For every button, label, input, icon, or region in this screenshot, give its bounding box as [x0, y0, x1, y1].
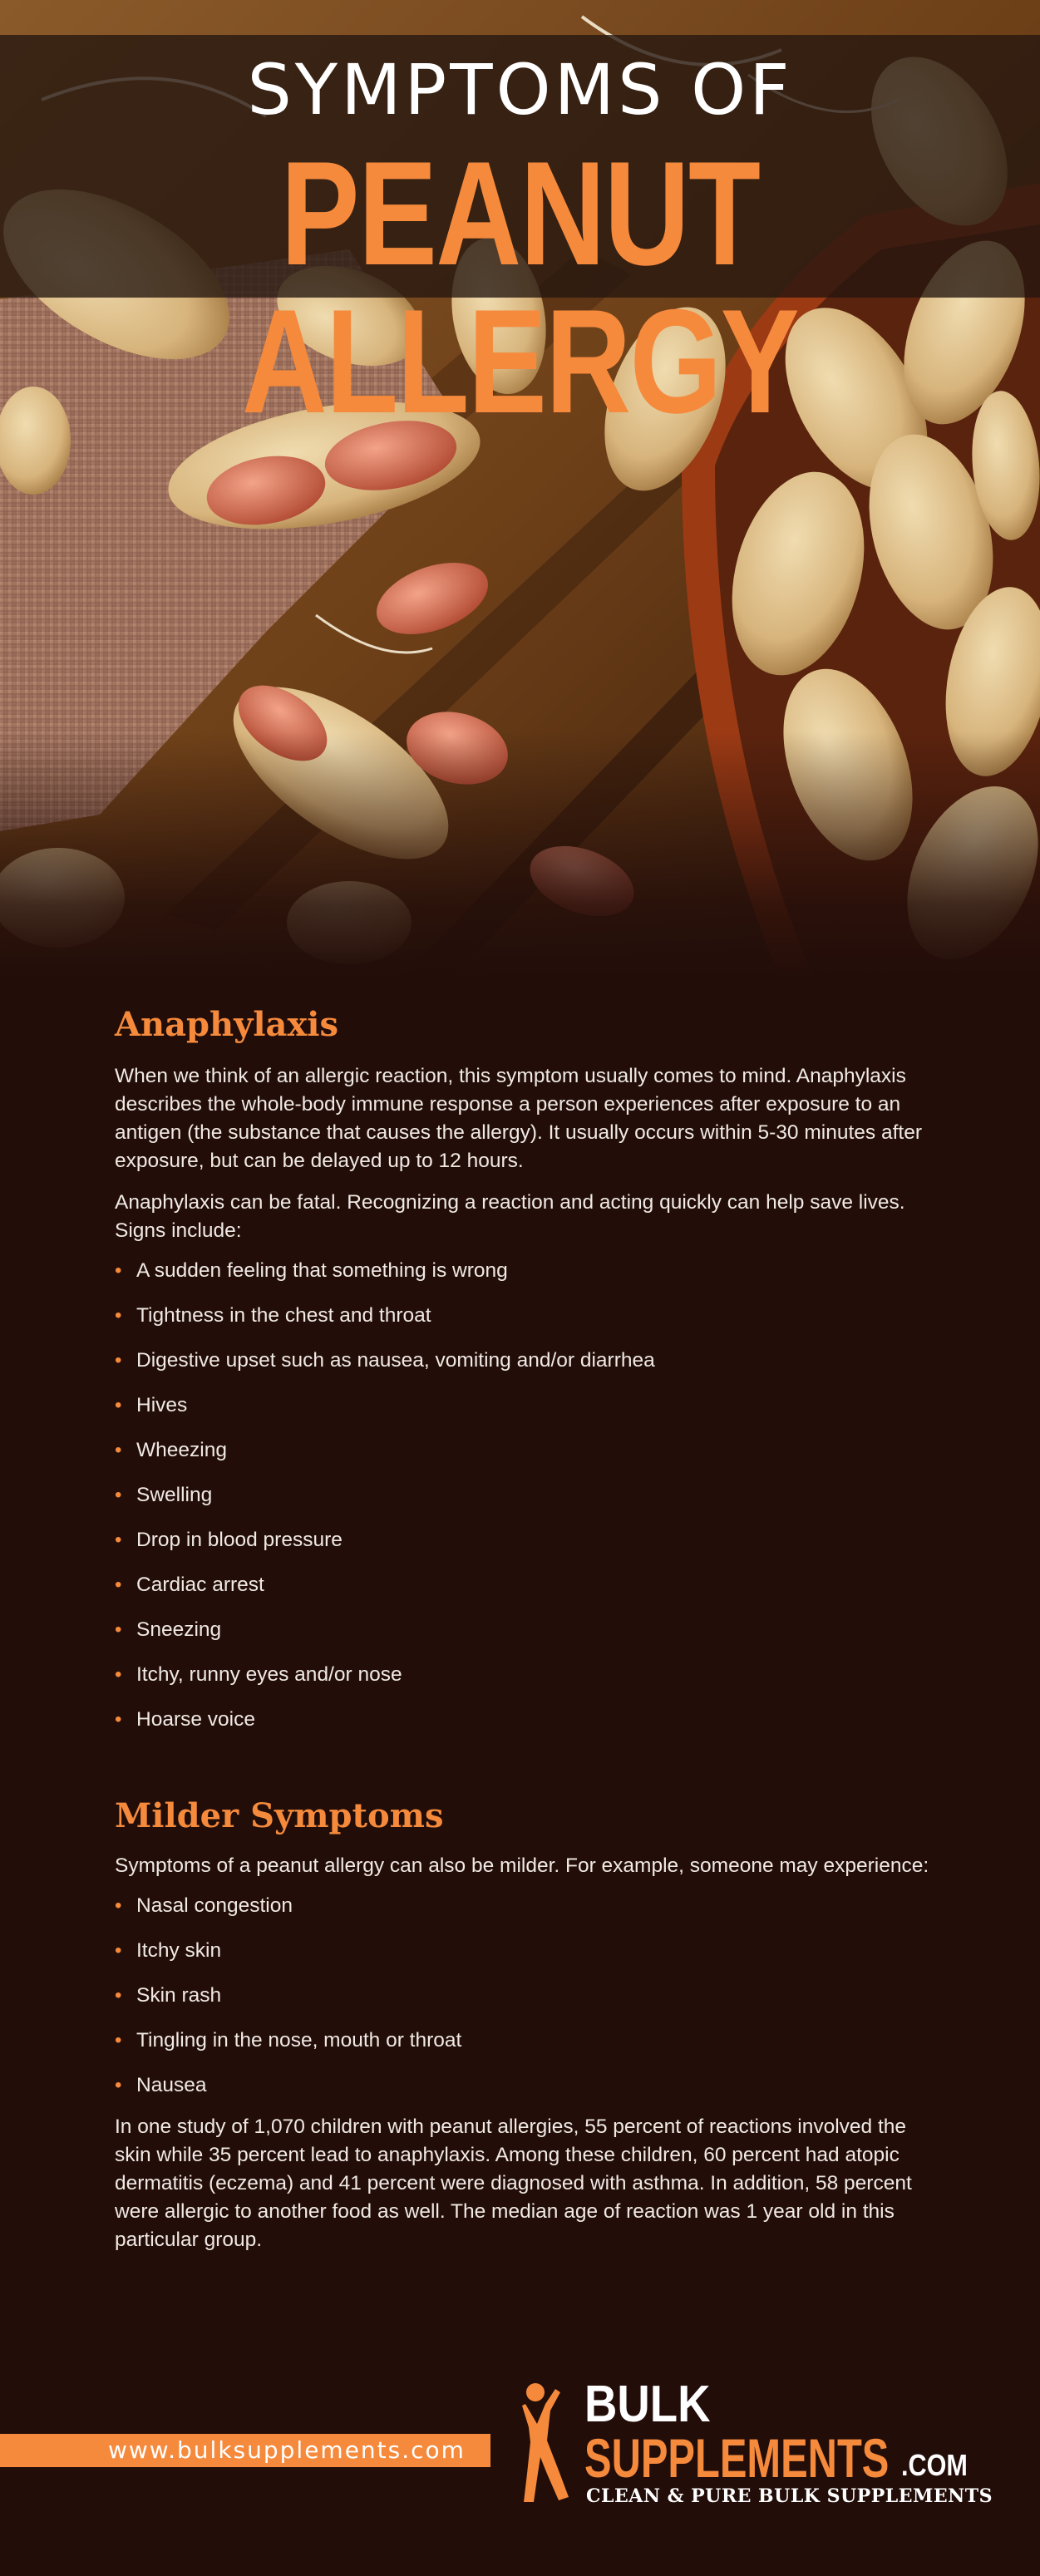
list-item-text: Sneezing — [136, 1618, 222, 1641]
bullet-icon: • — [115, 1984, 122, 2007]
milder-symptoms-intro: Symptoms of a peanut allergy can also be milder. For example, someone may experience: — [115, 1854, 929, 1877]
list-item-text: Hoarse voice — [136, 1708, 255, 1731]
list-item — [115, 1563, 929, 1608]
runner-figure-icon — [517, 2381, 575, 2505]
bullet-icon: • — [115, 1618, 122, 1641]
bullet-icon: • — [115, 1708, 122, 1731]
bullet-icon: • — [115, 1259, 122, 1282]
list-item-text: Tightness in the chest and throat — [136, 1304, 431, 1327]
anaphylaxis-fatal-note: Anaphylaxis can be fatal. Recognizing a reaction and acting quickly can help save lives. Signs include: — [115, 1191, 905, 1242]
bullet-icon: • — [115, 2074, 122, 2096]
list-item-text: Drop in blood pressure — [136, 1529, 343, 1551]
list-item-text: Wheezing — [136, 1439, 227, 1461]
list-item — [115, 1652, 929, 1697]
bullet-icon: • — [115, 1349, 122, 1372]
bullet-icon: • — [115, 1439, 122, 1461]
bullet-icon: • — [115, 1894, 122, 1917]
list-item — [115, 1293, 929, 1338]
logo-supplements-text: SUPPLEMENTS — [584, 2427, 890, 2489]
page-title-line2: PEANUT ALLERGY — [241, 131, 799, 444]
list-item-text: Itchy, runny eyes and/or nose — [136, 1663, 402, 1686]
bullet-icon: • — [115, 1663, 122, 1686]
anaphylaxis-intro: When we think of an allergic reaction, this symptom usually comes to mind. Anaphylaxis describes the whole-body immune response a person experiences after exposure to an antigen (the substance that causes the allergy). It usually occurs within 5-30 minutes after exposure, but can be delayed up to 12 hours. — [115, 1065, 922, 1172]
page-title-line1: SYMPTOMS OF — [247, 49, 793, 131]
bullet-icon: • — [115, 1529, 122, 1551]
list-item — [115, 1697, 929, 1742]
list-item — [115, 1383, 929, 1428]
list-item — [115, 1884, 929, 1928]
list-item-text: Skin rash — [136, 1984, 222, 2007]
list-item-text: Nausea — [136, 2074, 207, 2096]
anaphylaxis-signs-list — [115, 1249, 929, 1742]
bullet-icon: • — [115, 1394, 122, 1416]
list-item-text: A sudden feeling that something is wrong — [136, 1259, 508, 1282]
list-item-text: Itchy skin — [136, 1939, 222, 1962]
list-item-text: Tingling in the nose, mouth or throat — [136, 2029, 462, 2051]
bullet-icon: • — [115, 1304, 122, 1327]
anaphylaxis-heading: Anaphylaxis — [115, 1005, 339, 1044]
milder-symptoms-section — [115, 1797, 929, 2254]
list-item-text: Digestive upset such as nausea, vomiting and/or diarrhea — [136, 1349, 655, 1372]
bullet-icon: • — [115, 1484, 122, 1506]
website-link[interactable]: www.bulksupplements.com — [108, 2436, 466, 2464]
list-item — [115, 1338, 929, 1383]
logo-bulk-text: BULK — [584, 2376, 711, 2433]
list-item-text: Hives — [136, 1394, 188, 1416]
milder-symptoms-heading: Milder Symptoms — [115, 1796, 444, 1835]
list-item — [115, 1473, 929, 1518]
study-paragraph: In one study of 1,070 children with peanut allergies, 55 percent of reactions involved the skin while 35 percent lead to anaphylaxis. Among these children, 60 percent had atopic dermatitis (eczema) and 41 percent were diagnosed with asthma. In addition, 58 percent were allergic to another food as well. The median age of reaction was 1 year old in this particular group. — [115, 2115, 912, 2251]
list-item — [115, 1928, 929, 1973]
list-item — [115, 2063, 929, 2108]
logo-com-text: .COM — [901, 2448, 968, 2482]
hero-image — [0, 0, 1040, 981]
bullet-icon: • — [115, 2029, 122, 2051]
list-item — [115, 2018, 929, 2063]
list-item — [115, 1608, 929, 1652]
bullet-icon: • — [115, 1574, 122, 1596]
list-item — [115, 1428, 929, 1473]
list-item — [115, 1973, 929, 2018]
list-item-text: Swelling — [136, 1484, 213, 1506]
bullet-icon: • — [115, 1939, 122, 1962]
list-item-text: Nasal congestion — [136, 1894, 293, 1917]
list-item-text: Cardiac arrest — [136, 1574, 264, 1596]
anaphylaxis-section — [115, 1006, 929, 1742]
logo-tagline: CLEAN & PURE BULK SUPPLEMENTS — [586, 2485, 993, 2507]
milder-symptoms-list — [115, 1884, 929, 2108]
list-item — [115, 1518, 929, 1563]
hero-fade — [0, 731, 1040, 981]
list-item — [115, 1249, 929, 1293]
